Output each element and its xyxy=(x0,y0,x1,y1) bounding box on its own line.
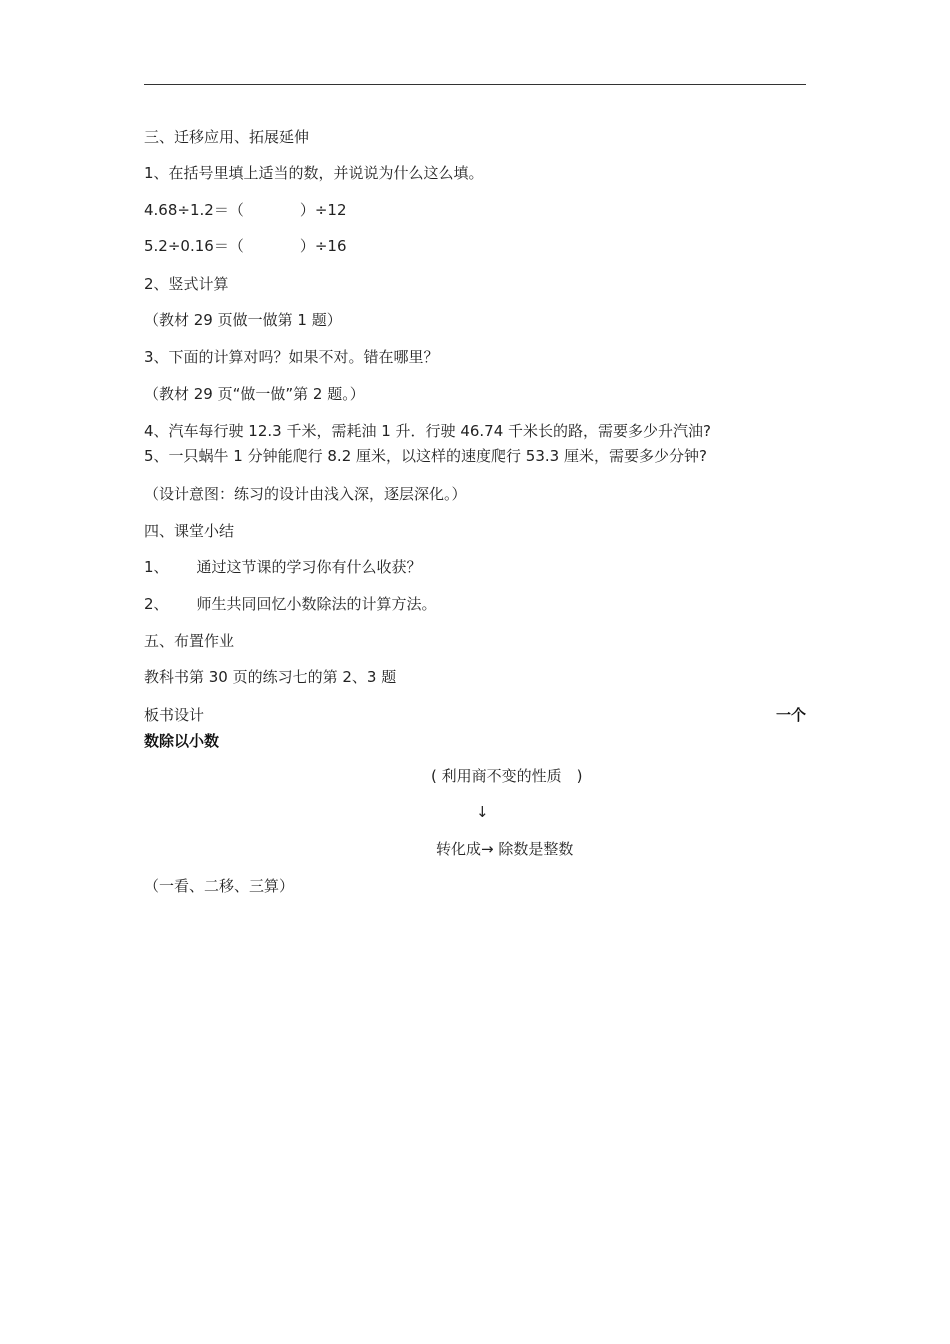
equation-1 xyxy=(144,200,346,220)
question-3-note: （教材 29 页“做一做”第 2 题。） xyxy=(144,385,365,403)
question-4: 4、汽车每行驶 12.3 千米，需耗油 1 升．行驶 46.74 千米长的路，需要多少升汽油? xyxy=(144,422,712,440)
question-2-note: （教材 29 页做一做第 1 题） xyxy=(144,311,342,329)
board-title-part-1: 一个 xyxy=(775,706,806,724)
summary-item-2-number: 2、 xyxy=(144,595,169,613)
board-convert: 转化成→ 除数是整数 xyxy=(436,840,574,858)
question-1: 1、在括号里填上适当的数，并说说为什么这么填。 xyxy=(144,164,484,182)
summary-item-1-text: 通过这节课的学习你有什么收获？ xyxy=(196,558,422,576)
question-2: 2、竖式计算 xyxy=(144,275,229,293)
equation-1-right: ）÷12 xyxy=(299,201,347,219)
homework-text: 教科书第 30 页的练习七的第 2、3 题 xyxy=(144,668,397,686)
question-5: 5、一只蜗牛 1 分钟能爬行 8.2 厘米，以这样的速度爬行 53.3 厘米，需要多少分钟? xyxy=(144,447,707,465)
summary-item-2 xyxy=(144,594,437,614)
summary-item-1-number: 1、 xyxy=(144,558,169,576)
section-3-heading: 三、迁移应用、拓展延伸 xyxy=(144,128,310,146)
section-4-heading: 四、课堂小结 xyxy=(144,522,235,540)
arrow-down-icon: ↓ xyxy=(476,803,489,821)
question-3: 3、下面的计算对吗？如果不对。错在哪里？ xyxy=(144,348,439,366)
board-design-label: 板书设计 xyxy=(144,706,205,724)
board-title-part-2: 数除以小数 xyxy=(144,732,220,750)
board-steps: （一看、二移、三算） xyxy=(144,877,295,895)
section-5-heading: 五、布置作业 xyxy=(144,632,235,650)
summary-item-2-text: 师生共同回忆小数除法的计算方法。 xyxy=(196,595,437,613)
summary-item-1 xyxy=(144,557,422,577)
header-rule xyxy=(144,84,806,85)
equation-2-right: ）÷16 xyxy=(299,237,347,255)
equation-2-left: 5.2÷0.16＝（ xyxy=(144,237,244,255)
board-property: ( 利用商不变的性质 ) xyxy=(431,767,583,785)
design-note: （设计意图：练习的设计由浅入深，逐层深化。） xyxy=(144,485,467,503)
equation-1-left: 4.68÷1.2＝（ xyxy=(144,201,244,219)
equation-2 xyxy=(144,236,346,256)
